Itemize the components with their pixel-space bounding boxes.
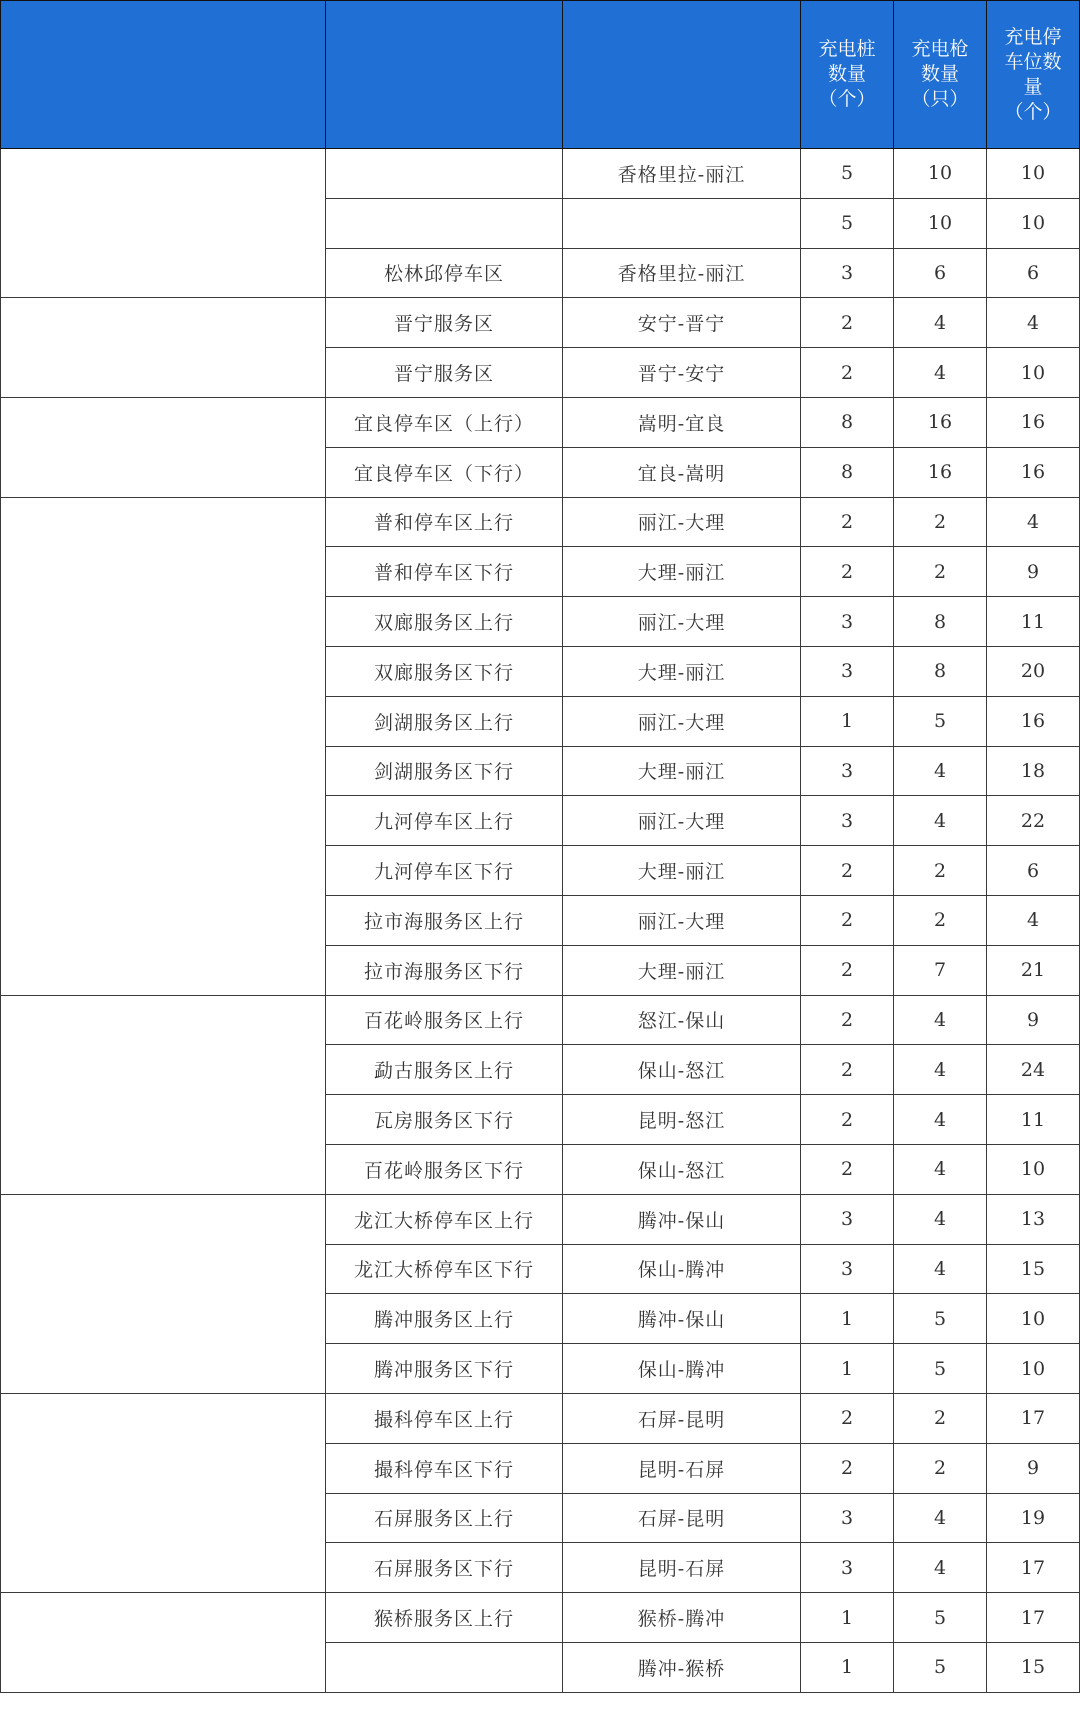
piles-cell: 3 (801, 597, 894, 647)
piles-cell: 2 (801, 1095, 894, 1145)
route-cell: 猴桥-腾冲 (563, 1593, 801, 1643)
guns-cell: 4 (894, 1543, 987, 1593)
piles-cell: 3 (801, 1244, 894, 1294)
guns-cell: 5 (894, 1294, 987, 1344)
name-cell: 撮科停车区上行 (326, 1393, 563, 1443)
route-cell: 丽江-大理 (563, 696, 801, 746)
spaces-cell: 15 (987, 1642, 1080, 1692)
route-cell: 嵩明-宜良 (563, 397, 801, 447)
spaces-cell: 9 (987, 1443, 1080, 1493)
spaces-cell: 16 (987, 447, 1080, 497)
spaces-cell: 15 (987, 1244, 1080, 1294)
route-cell: 保山-腾冲 (563, 1244, 801, 1294)
group-cell (1, 298, 326, 398)
route-cell: 香格里拉-丽江 (563, 149, 801, 199)
name-cell: 撮科停车区下行 (326, 1443, 563, 1493)
piles-cell: 2 (801, 1045, 894, 1095)
route-cell: 大理-丽江 (563, 846, 801, 896)
name-cell: 晋宁服务区 (326, 348, 563, 398)
piles-cell: 3 (801, 746, 894, 796)
spaces-cell: 20 (987, 646, 1080, 696)
route-cell: 石屏-昆明 (563, 1393, 801, 1443)
spaces-cell: 10 (987, 1144, 1080, 1194)
spaces-cell: 10 (987, 1344, 1080, 1394)
name-cell: 普和停车区下行 (326, 547, 563, 597)
route-cell: 腾冲-保山 (563, 1294, 801, 1344)
piles-cell: 1 (801, 1593, 894, 1643)
piles-cell: 3 (801, 1493, 894, 1543)
guns-cell: 16 (894, 447, 987, 497)
guns-cell: 4 (894, 1144, 987, 1194)
guns-cell: 16 (894, 397, 987, 447)
name-cell: 剑湖服务区上行 (326, 696, 563, 746)
piles-cell: 1 (801, 1344, 894, 1394)
name-cell: 石屏服务区上行 (326, 1493, 563, 1543)
table-row (1, 149, 1080, 199)
guns-cell: 5 (894, 1593, 987, 1643)
piles-cell: 2 (801, 547, 894, 597)
name-cell: 九河停车区上行 (326, 796, 563, 846)
spaces-cell: 22 (987, 796, 1080, 846)
table-row (1, 497, 1080, 547)
piles-cell: 2 (801, 945, 894, 995)
piles-cell: 2 (801, 846, 894, 896)
name-cell (326, 149, 563, 199)
spaces-cell: 4 (987, 298, 1080, 348)
spaces-cell: 4 (987, 895, 1080, 945)
guns-cell: 4 (894, 1244, 987, 1294)
piles-cell: 1 (801, 696, 894, 746)
route-cell: 晋宁-安宁 (563, 348, 801, 398)
name-cell: 晋宁服务区 (326, 298, 563, 348)
guns-cell: 4 (894, 995, 987, 1045)
name-cell: 剑湖服务区下行 (326, 746, 563, 796)
guns-cell: 2 (894, 1393, 987, 1443)
group-cell (1, 1194, 326, 1393)
table-row (1, 397, 1080, 447)
group-cell (1, 149, 326, 298)
guns-cell: 2 (894, 497, 987, 547)
piles-cell: 2 (801, 348, 894, 398)
guns-cell: 4 (894, 1194, 987, 1244)
piles-cell: 3 (801, 646, 894, 696)
guns-cell: 4 (894, 348, 987, 398)
spaces-cell: 18 (987, 746, 1080, 796)
guns-cell: 4 (894, 1095, 987, 1145)
name-cell: 腾冲服务区上行 (326, 1294, 563, 1344)
route-cell: 昆明-怒江 (563, 1095, 801, 1145)
piles-cell: 2 (801, 895, 894, 945)
guns-cell: 10 (894, 149, 987, 199)
guns-cell: 2 (894, 1443, 987, 1493)
route-cell: 大理-丽江 (563, 746, 801, 796)
name-cell: 宜良停车区（下行） (326, 447, 563, 497)
table-row (1, 1194, 1080, 1244)
name-cell: 松林邱停车区 (326, 248, 563, 298)
group-cell (1, 497, 326, 995)
route-cell: 怒江-保山 (563, 995, 801, 1045)
name-cell: 石屏服务区下行 (326, 1543, 563, 1593)
name-cell: 龙江大桥停车区下行 (326, 1244, 563, 1294)
spaces-cell: 11 (987, 597, 1080, 647)
piles-cell: 3 (801, 1543, 894, 1593)
guns-cell: 5 (894, 1642, 987, 1692)
name-cell: 双廊服务区下行 (326, 646, 563, 696)
spaces-cell: 4 (987, 497, 1080, 547)
spaces-cell: 19 (987, 1493, 1080, 1543)
piles-cell: 3 (801, 796, 894, 846)
header-spaces: 充电停 车位数 量 （个） (987, 1, 1080, 149)
name-cell (326, 1642, 563, 1692)
route-cell: 香格里拉-丽江 (563, 248, 801, 298)
piles-cell: 2 (801, 298, 894, 348)
name-cell: 拉市海服务区下行 (326, 945, 563, 995)
spaces-cell: 16 (987, 397, 1080, 447)
guns-cell: 5 (894, 1344, 987, 1394)
group-cell (1, 1593, 326, 1693)
route-cell: 丽江-大理 (563, 497, 801, 547)
guns-cell: 2 (894, 846, 987, 896)
table-row (1, 1593, 1080, 1643)
guns-cell: 5 (894, 696, 987, 746)
route-cell: 昆明-石屏 (563, 1543, 801, 1593)
guns-cell: 8 (894, 597, 987, 647)
route-cell: 宜良-嵩明 (563, 447, 801, 497)
piles-cell: 2 (801, 1393, 894, 1443)
guns-cell: 2 (894, 895, 987, 945)
spaces-cell: 13 (987, 1194, 1080, 1244)
guns-cell: 4 (894, 746, 987, 796)
name-cell: 拉市海服务区上行 (326, 895, 563, 945)
name-cell: 瓦房服务区下行 (326, 1095, 563, 1145)
route-cell: 大理-丽江 (563, 646, 801, 696)
piles-cell: 3 (801, 1194, 894, 1244)
name-cell: 九河停车区下行 (326, 846, 563, 896)
header-piles: 充电桩 数量 （个） (801, 1, 894, 149)
header-group (1, 1, 326, 149)
guns-cell: 4 (894, 1493, 987, 1543)
piles-cell: 5 (801, 198, 894, 248)
piles-cell: 5 (801, 149, 894, 199)
name-cell: 百花岭服务区下行 (326, 1144, 563, 1194)
route-cell: 保山-腾冲 (563, 1344, 801, 1394)
table-header-row (1, 1, 1080, 149)
guns-cell: 8 (894, 646, 987, 696)
route-cell: 保山-怒江 (563, 1144, 801, 1194)
guns-cell: 4 (894, 796, 987, 846)
route-cell: 腾冲-猴桥 (563, 1642, 801, 1692)
table-body (1, 149, 1080, 1693)
group-cell (1, 995, 326, 1194)
guns-cell: 7 (894, 945, 987, 995)
guns-cell: 4 (894, 1045, 987, 1095)
table-row (1, 298, 1080, 348)
spaces-cell: 17 (987, 1543, 1080, 1593)
piles-cell: 1 (801, 1294, 894, 1344)
spaces-cell: 10 (987, 348, 1080, 398)
piles-cell: 1 (801, 1642, 894, 1692)
piles-cell: 2 (801, 1144, 894, 1194)
name-cell: 百花岭服务区上行 (326, 995, 563, 1045)
route-cell: 丽江-大理 (563, 796, 801, 846)
name-cell: 猴桥服务区上行 (326, 1593, 563, 1643)
header-route (563, 1, 801, 149)
header-guns: 充电枪 数量 （只） (894, 1, 987, 149)
header-name (326, 1, 563, 149)
route-cell: 保山-怒江 (563, 1045, 801, 1095)
spaces-cell: 9 (987, 547, 1080, 597)
group-cell (1, 1393, 326, 1592)
spaces-cell: 16 (987, 696, 1080, 746)
spaces-cell: 9 (987, 995, 1080, 1045)
guns-cell: 2 (894, 547, 987, 597)
route-cell: 丽江-大理 (563, 597, 801, 647)
spaces-cell: 10 (987, 198, 1080, 248)
piles-cell: 2 (801, 497, 894, 547)
name-cell (326, 198, 563, 248)
table-row (1, 1393, 1080, 1443)
name-cell: 双廊服务区上行 (326, 597, 563, 647)
route-cell: 丽江-大理 (563, 895, 801, 945)
spaces-cell: 17 (987, 1593, 1080, 1643)
spaces-cell: 10 (987, 149, 1080, 199)
name-cell: 腾冲服务区下行 (326, 1344, 563, 1394)
route-cell (563, 198, 801, 248)
piles-cell: 2 (801, 995, 894, 1045)
spaces-cell: 6 (987, 248, 1080, 298)
route-cell: 腾冲-保山 (563, 1194, 801, 1244)
spaces-cell: 11 (987, 1095, 1080, 1145)
spaces-cell: 24 (987, 1045, 1080, 1095)
table-row (1, 995, 1080, 1045)
spaces-cell: 21 (987, 945, 1080, 995)
spaces-cell: 10 (987, 1294, 1080, 1344)
name-cell: 普和停车区上行 (326, 497, 563, 547)
route-cell: 石屏-昆明 (563, 1493, 801, 1543)
spaces-cell: 17 (987, 1393, 1080, 1443)
guns-cell: 4 (894, 298, 987, 348)
spaces-cell: 6 (987, 846, 1080, 896)
piles-cell: 2 (801, 1443, 894, 1493)
name-cell: 龙江大桥停车区上行 (326, 1194, 563, 1244)
piles-cell: 8 (801, 447, 894, 497)
piles-cell: 8 (801, 397, 894, 447)
route-cell: 昆明-石屏 (563, 1443, 801, 1493)
name-cell: 宜良停车区（上行） (326, 397, 563, 447)
group-cell (1, 397, 326, 497)
route-cell: 大理-丽江 (563, 547, 801, 597)
name-cell: 勐古服务区上行 (326, 1045, 563, 1095)
piles-cell: 3 (801, 248, 894, 298)
route-cell: 安宁-晋宁 (563, 298, 801, 348)
guns-cell: 10 (894, 198, 987, 248)
route-cell: 大理-丽江 (563, 945, 801, 995)
guns-cell: 6 (894, 248, 987, 298)
